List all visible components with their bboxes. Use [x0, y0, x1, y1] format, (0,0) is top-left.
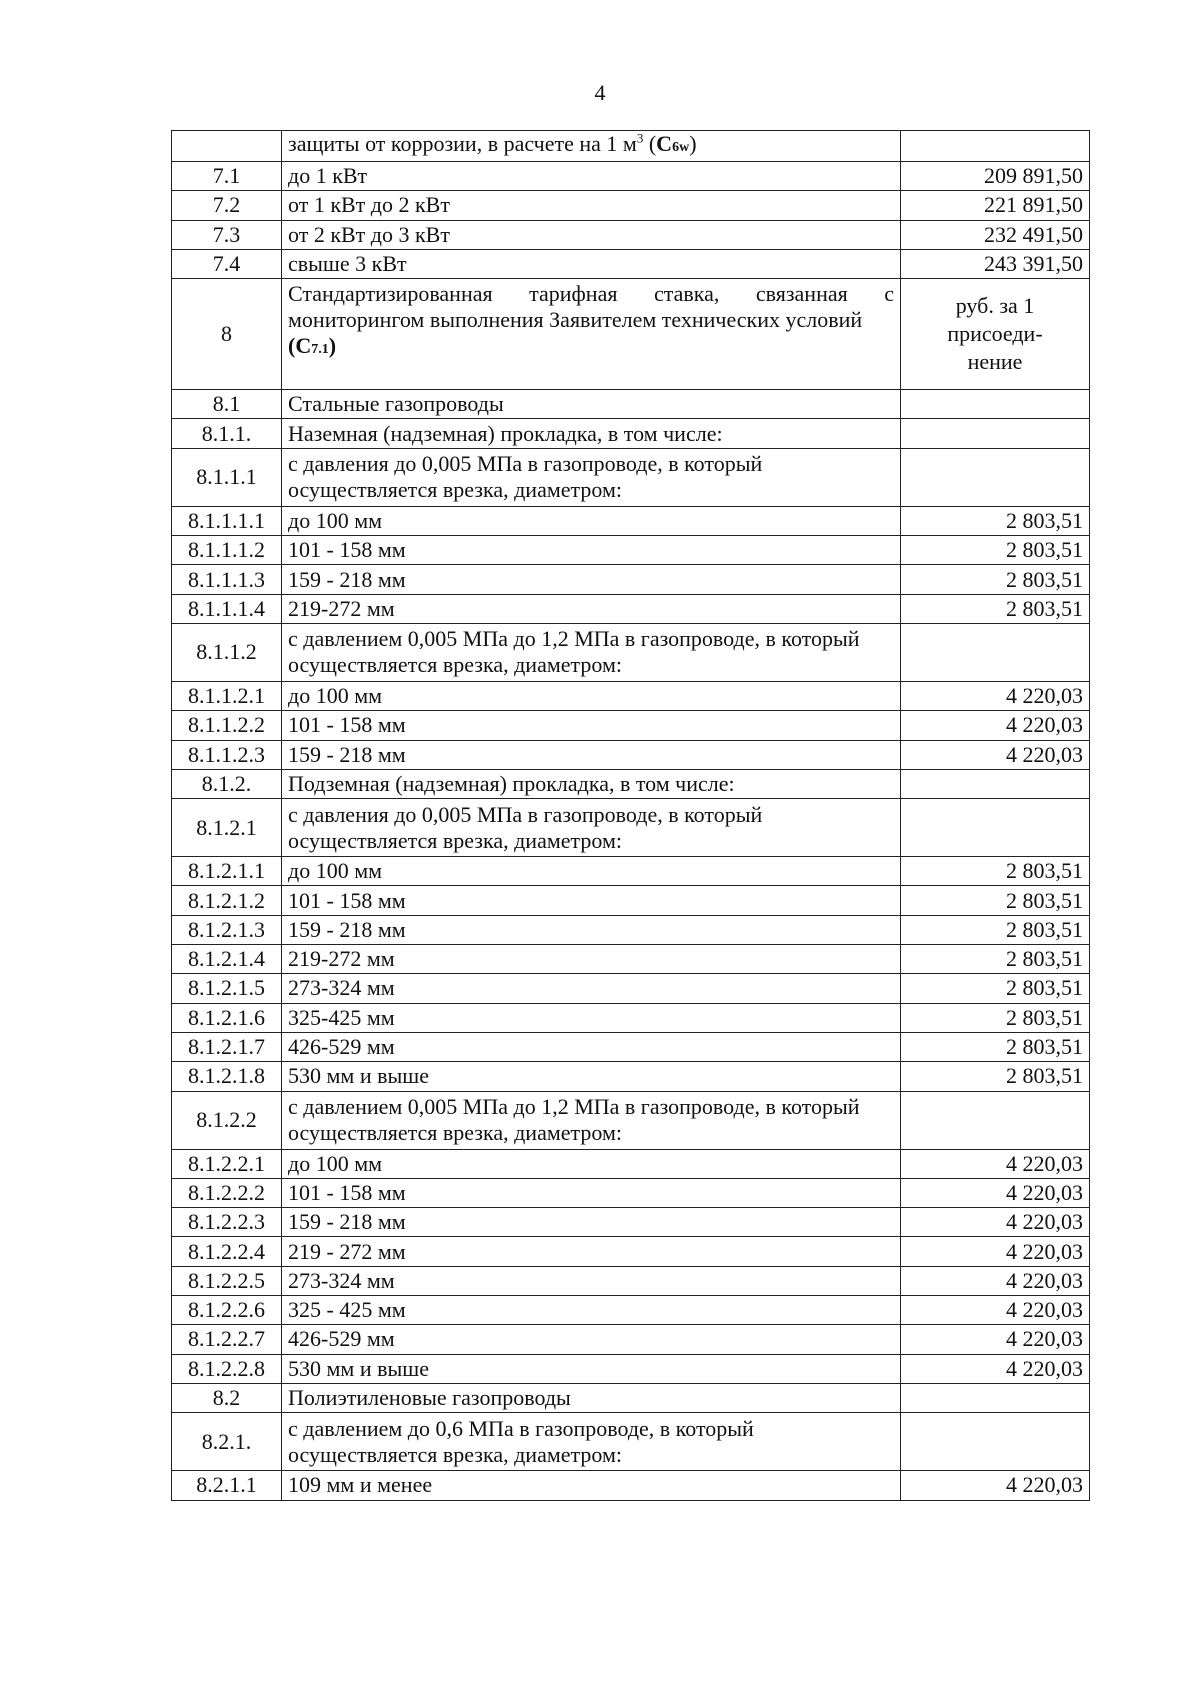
symbol-open: ( [288, 333, 296, 359]
row-description: 219-272 мм [282, 594, 901, 623]
row-description: 101 - 158 мм [282, 886, 901, 915]
row-code: 8.1.1.1.1 [172, 506, 282, 535]
row-code: 8.2 [172, 1383, 282, 1412]
row-value: 4 220,03 [901, 1208, 1090, 1237]
row-description: с давления до 0,005 МПа в газопроводе, в который осуществляется врезка, диаметром: [282, 799, 901, 857]
table-row [172, 623, 1090, 681]
row-description: Стальные газопроводы [282, 390, 901, 419]
table-row [172, 1032, 1090, 1061]
unit-cell [901, 279, 1090, 390]
row-value: 2 803,51 [901, 1032, 1090, 1061]
row-description: 273-324 мм [282, 1266, 901, 1295]
row-description [282, 131, 901, 162]
row-description: 109 мм и менее [282, 1471, 901, 1500]
row-description: Наземная (надземная) прокладка, в том числе: [282, 419, 901, 448]
row-value: 4 220,03 [901, 1149, 1090, 1178]
row-value [901, 769, 1090, 798]
table-row [172, 740, 1090, 769]
row-value: 4 220,03 [901, 1237, 1090, 1266]
row-description: с давлением 0,005 МПа до 1,2 МПа в газопроводе, в который осуществляется врезка, диаметром: [282, 623, 901, 681]
row-value [901, 448, 1090, 506]
row-code: 8.1.2.1.1 [172, 857, 282, 886]
tariff-rows-7 [172, 162, 1090, 279]
row-description: до 100 мм [282, 857, 901, 886]
table-row [172, 1178, 1090, 1207]
row-code: 8.1.2.1 [172, 799, 282, 857]
row-value: 221 891,50 [901, 191, 1090, 220]
unit-line: нение [967, 349, 1023, 375]
row-value: 2 803,51 [901, 594, 1090, 623]
table-row [172, 886, 1090, 915]
row-code: 8.1.2.2.2 [172, 1178, 282, 1207]
table-row [172, 279, 1090, 390]
table-row [172, 1296, 1090, 1325]
table-row [172, 162, 1090, 191]
row-description: 101 - 158 мм [282, 536, 901, 565]
row-description: 219 - 272 мм [282, 1237, 901, 1266]
row-description: 101 - 158 мм [282, 1178, 901, 1207]
row-code: 8.1.2.2.5 [172, 1266, 282, 1295]
table-row [172, 974, 1090, 1003]
row-code: 8.1.2.2.4 [172, 1237, 282, 1266]
row-value [901, 1383, 1090, 1412]
symbol-subscript: 6w [672, 140, 690, 155]
table-row [172, 536, 1090, 565]
row-value: 4 220,03 [901, 1266, 1090, 1295]
table-row [172, 1383, 1090, 1412]
table-row [172, 1325, 1090, 1354]
row-value: 4 220,03 [901, 1354, 1090, 1383]
row-description: 101 - 158 мм [282, 711, 901, 740]
row-code: 8.1.1. [172, 419, 282, 448]
table-row [172, 1354, 1090, 1383]
row-value [901, 1091, 1090, 1149]
table-row [172, 1062, 1090, 1091]
table-row [172, 1208, 1090, 1237]
row-description: свыше 3 кВт [282, 249, 901, 278]
row-value: 4 220,03 [901, 1296, 1090, 1325]
row-description: Полиэтиленовые газопроводы [282, 1383, 901, 1412]
row-description: до 1 кВт [282, 162, 901, 191]
symbol-letter: C [295, 333, 312, 359]
row-value: 4 220,03 [901, 740, 1090, 769]
symbol-close: ) [328, 333, 337, 359]
row-description: 426-529 мм [282, 1032, 901, 1061]
table-row [172, 711, 1090, 740]
row-code: 8.1.2.1.2 [172, 886, 282, 915]
row-description: до 100 мм [282, 506, 901, 535]
row-value [901, 1413, 1090, 1471]
symbol-close: ) [689, 131, 697, 156]
row-description: 273-324 мм [282, 974, 901, 1003]
table-row [172, 1237, 1090, 1266]
table-row [172, 681, 1090, 710]
table-row [172, 448, 1090, 506]
row-value: 209 891,50 [901, 162, 1090, 191]
row-code: 8.1.1.1.3 [172, 565, 282, 594]
table-row [172, 1413, 1090, 1471]
table-row [172, 594, 1090, 623]
row-description: до 100 мм [282, 1149, 901, 1178]
row-code: 7.2 [172, 191, 282, 220]
row-value: 2 803,51 [901, 886, 1090, 915]
row-code [172, 131, 282, 162]
row-description: 159 - 218 мм [282, 565, 901, 594]
table-row [172, 1471, 1090, 1500]
row-value: 2 803,51 [901, 506, 1090, 535]
symbol-subscript: 7.1 [311, 342, 329, 358]
row-code: 8.1.2.1.6 [172, 1003, 282, 1032]
row-description: 530 мм и выше [282, 1062, 901, 1091]
table-row [172, 1091, 1090, 1149]
row-value: 4 220,03 [901, 681, 1090, 710]
row-code: 8.1.1.1.2 [172, 536, 282, 565]
row-description [282, 279, 901, 390]
row-code: 8.1.2.2.7 [172, 1325, 282, 1354]
row-description: 426-529 мм [282, 1325, 901, 1354]
unit-line: присоеди- [947, 321, 1043, 347]
row-code: 8.1.2.1.8 [172, 1062, 282, 1091]
row-value: 2 803,51 [901, 1003, 1090, 1032]
symbol-letter: C [656, 131, 673, 156]
row-description-text: защиты от коррозии, в расчете на 1 м [288, 131, 637, 156]
row-code: 8.1.1.1 [172, 448, 282, 506]
row-description: 219-272 мм [282, 945, 901, 974]
row-value: 2 803,51 [901, 945, 1090, 974]
table-row [172, 1266, 1090, 1295]
tariff-table [171, 130, 1090, 1501]
row-value: 4 220,03 [901, 1471, 1090, 1500]
row-description: 325 - 425 мм [282, 1296, 901, 1325]
row-description: 159 - 218 мм [282, 740, 901, 769]
tariff-row-8 [172, 279, 1090, 390]
row-code: 8 [172, 279, 282, 390]
row-value: 4 220,03 [901, 1325, 1090, 1354]
row-value: 2 803,51 [901, 536, 1090, 565]
row-code: 8.1.1.1.4 [172, 594, 282, 623]
row-value [901, 799, 1090, 857]
table-row [172, 419, 1090, 448]
row-description: от 1 кВт до 2 кВт [282, 191, 901, 220]
row-code: 7.4 [172, 249, 282, 278]
table-row [172, 191, 1090, 220]
table-row [172, 945, 1090, 974]
row-code: 8.2.1. [172, 1413, 282, 1471]
row-code: 8.1.2.1.4 [172, 945, 282, 974]
row-code: 8.1.2.2.3 [172, 1208, 282, 1237]
row-code: 8.1.2.2.8 [172, 1354, 282, 1383]
row-code: 8.1.2.1.5 [172, 974, 282, 1003]
row-value [901, 623, 1090, 681]
row-description-text: Стандартизированная тарифная ставка, связанная с мониторингом выполнения Заявителем технических условий [288, 281, 894, 333]
row-code: 8.1.1.2.2 [172, 711, 282, 740]
row-code: 7.1 [172, 162, 282, 191]
row-code: 8.2.1.1 [172, 1471, 282, 1500]
row-code: 8.1.1.2.3 [172, 740, 282, 769]
row-code: 8.1.1.2.1 [172, 681, 282, 710]
page-number: 4 [594, 80, 606, 105]
table-row [172, 565, 1090, 594]
row-description: с давления до 0,005 МПа в газопроводе, в который осуществляется врезка, диаметром: [282, 448, 901, 506]
row-code: 8.1.2.2 [172, 1091, 282, 1149]
row-value: 2 803,51 [901, 565, 1090, 594]
table-row [172, 857, 1090, 886]
table-row [172, 390, 1090, 419]
table-row [172, 799, 1090, 857]
row-description: от 2 кВт до 3 кВт [282, 220, 901, 249]
row-value: 2 803,51 [901, 1062, 1090, 1091]
tariff-rows-8 [172, 390, 1090, 1500]
row-code: 8.1.1.2 [172, 623, 282, 681]
row-value: 2 803,51 [901, 974, 1090, 1003]
row-value: 4 220,03 [901, 711, 1090, 740]
row-code: 8.1 [172, 390, 282, 419]
table-row [172, 769, 1090, 798]
row-description: 325-425 мм [282, 1003, 901, 1032]
tariff-table-body [172, 131, 1090, 162]
row-description: с давлением до 0,6 МПа в газопроводе, в который осуществляется врезка, диаметром: [282, 1413, 901, 1471]
table-row [172, 220, 1090, 249]
row-description: 159 - 218 мм [282, 915, 901, 944]
row-description: Подземная (надземная) прокладка, в том числе: [282, 769, 901, 798]
row-value: 232 491,50 [901, 220, 1090, 249]
table-row [172, 249, 1090, 278]
table-row [172, 506, 1090, 535]
row-value [901, 131, 1090, 162]
row-description: до 100 мм [282, 681, 901, 710]
row-value [901, 419, 1090, 448]
row-description: 530 мм и выше [282, 1354, 901, 1383]
row-description: 159 - 218 мм [282, 1208, 901, 1237]
row-value [901, 390, 1090, 419]
row-code: 8.1.2.2.1 [172, 1149, 282, 1178]
row-code: 8.1.2.2.6 [172, 1296, 282, 1325]
unit-line: руб. за 1 [955, 293, 1035, 319]
superscript: 3 [636, 130, 644, 146]
row-value: 243 391,50 [901, 249, 1090, 278]
row-code: 8.1.2. [172, 769, 282, 798]
symbol-open: ( [643, 131, 657, 156]
table-row [172, 1149, 1090, 1178]
row-code: 8.1.2.1.7 [172, 1032, 282, 1061]
row-description: с давлением 0,005 МПа до 1,2 МПа в газопроводе, в который осуществляется врезка, диаметром: [282, 1091, 901, 1149]
row-code: 7.3 [172, 220, 282, 249]
table-row [172, 1003, 1090, 1032]
row-value: 4 220,03 [901, 1178, 1090, 1207]
row-code: 8.1.2.1.3 [172, 915, 282, 944]
row-value: 2 803,51 [901, 915, 1090, 944]
table-row [172, 131, 1090, 162]
row-value: 2 803,51 [901, 857, 1090, 886]
table-row [172, 915, 1090, 944]
